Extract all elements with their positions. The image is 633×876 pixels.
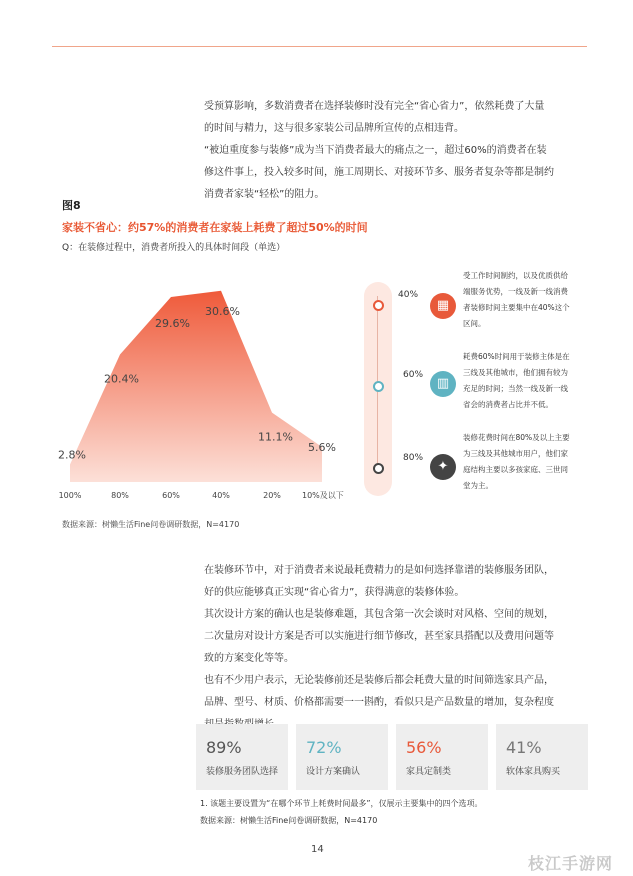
text-line: 充足的时间；当然一线及新一线 — [463, 384, 568, 393]
stat-label: 家具定制类 — [406, 767, 452, 777]
data-label: 20.4% — [104, 372, 139, 386]
footnote-line: 1. 该题主要设置为“在哪个环节上耗费时间最多”，仅展示主要集中的四个选项。 — [200, 799, 483, 808]
city-icon: ▥ — [430, 371, 456, 397]
timeline-pct: 60% — [403, 370, 424, 380]
footnote — [200, 798, 482, 826]
figure-title: 家装不省心：约57%的消费者在家装上耗费了超过50%的时间 — [62, 221, 368, 234]
data-label: 29.6% — [155, 317, 190, 330]
body-line: 二次量房对设计方案是否可以实施进行细节修改，甚至家具搭配以及费用问题等 — [204, 631, 554, 642]
data-label: 2.8% — [58, 448, 86, 462]
timeline-text — [463, 268, 591, 332]
data-label: 5.6% — [308, 441, 336, 454]
stat-card — [396, 724, 488, 790]
stat-label: 软体家具购买 — [506, 767, 561, 777]
body-line: 品牌、型号、材质、价格都需要一一斟酌，看似只是产品数量的增加，复杂程度 — [204, 697, 554, 708]
intro-line: “被迫重度参与装修”成为当下消费者最大的痛点之一，超过60%的消费者在装 — [204, 145, 547, 156]
intro-line: 受预算影响，多数消费者在选择装修时没有完全“省心省力”，依然耗费了大量 — [204, 101, 545, 112]
text-line: 受工作时间制约，以及优质供给 — [463, 271, 568, 280]
text-line: 堂为主。 — [463, 481, 493, 490]
text-line: 耗费60%时间用于装修主体是在 — [463, 352, 570, 361]
intro-line: 的时间与精力，这与很多家装公司品牌所宣传的点相违背。 — [204, 123, 464, 134]
intro-line: 消费者家装“轻松”的阻力。 — [204, 189, 325, 200]
timeline-dot — [373, 463, 384, 474]
x-tick-label: 20% — [263, 491, 281, 500]
figure-label: 图8 — [62, 199, 81, 212]
stat-label: 装修服务团队选择 — [206, 767, 279, 777]
text-line: 者装修时间主要集中在40%这个 — [463, 303, 570, 312]
text-line: 端服务优势，一线及新一线消费 — [463, 287, 568, 296]
x-tick-label: 40% — [212, 491, 230, 500]
text-line: 省会的消费者占比并不低。 — [463, 400, 553, 409]
body-line: 也有不少用户表示，无论装修前还是装修后都会耗费大量的时间筛选家具产品， — [204, 675, 554, 686]
text-line: 庭结构主要以多孩家庭、三世同 — [463, 465, 568, 474]
data-label: 30.6% — [205, 304, 240, 318]
text-line: 三线及其他城市，他们拥有较为 — [463, 368, 568, 377]
header-rule — [52, 46, 587, 47]
timeline-text — [463, 430, 591, 494]
stat-cards — [196, 724, 589, 790]
stat-pct: 72% — [306, 738, 342, 757]
figure-source: 数据来源：树懒生活Fine问卷调研数据，N=4170 — [62, 520, 240, 529]
intro-paragraph — [204, 96, 584, 206]
stat-card — [496, 724, 588, 790]
building-icon: ▦ — [430, 293, 456, 319]
page-number: 14 — [311, 844, 324, 855]
stat-pct: 41% — [506, 738, 542, 757]
data-label: 11.1% — [258, 430, 293, 444]
text-line: 为三线及其他城市用户，他们家 — [463, 449, 568, 458]
timeline-pct: 40% — [398, 290, 419, 300]
body-line: 在装修环节中，对于消费者来说最耗费精力的是如何选择靠谱的装修服务团队， — [204, 565, 554, 576]
timeline-text — [463, 349, 591, 413]
family-icon: ✦ — [430, 454, 456, 480]
stat-label: 设计方案确认 — [306, 767, 361, 777]
text-line: 区间。 — [463, 319, 486, 328]
timeline-pct: 80% — [403, 453, 424, 463]
timeline-dot — [373, 300, 384, 311]
stat-pct: 56% — [406, 738, 442, 757]
body-paragraph — [204, 560, 588, 736]
x-tick-label: 10%及以下 — [302, 491, 344, 500]
watermark: 枝江手游网 — [528, 854, 614, 873]
footnote-source: 数据来源：树懒生活Fine问卷调研数据，N=4170 — [200, 816, 378, 825]
body-line: 其次设计方案的确认也是装修难题，其包含第一次会谈时对风格、空间的规划， — [204, 609, 554, 620]
x-tick-label: 80% — [111, 491, 129, 500]
stat-pct: 89% — [206, 738, 242, 757]
body-line: 致的方案变化等等。 — [204, 653, 294, 664]
x-tick-label: 100% — [58, 491, 82, 500]
intro-line: 修这件事上，投入较多时间，施工周期长、对接环节多、服务者复杂等都是制约 — [204, 167, 554, 178]
area-series — [70, 291, 322, 482]
stat-card — [296, 724, 388, 790]
area-chart — [0, 270, 360, 510]
body-line: 好的供应能够真正实现“省心省力”，获得满意的装修体验。 — [204, 587, 465, 598]
stat-card — [196, 724, 288, 790]
x-tick-label: 60% — [162, 491, 180, 500]
text-line: 装修花费时间在80%及以上主要 — [463, 433, 570, 442]
figure-question: Q：在装修过程中，消费者所投入的具体时间段（单选） — [62, 243, 286, 253]
timeline-dot — [373, 381, 384, 392]
